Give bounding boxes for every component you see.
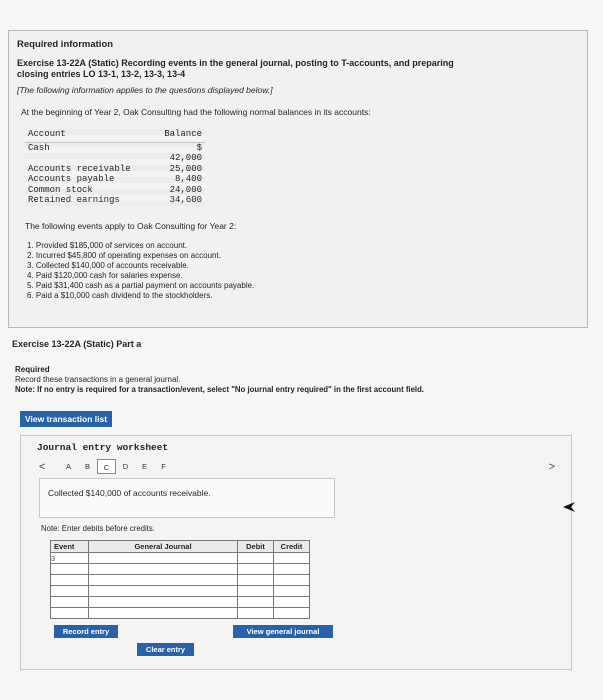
account-balances-table (25, 129, 205, 206)
clear-entry-button[interactable]: Clear entry (137, 643, 194, 656)
tab-c[interactable]: C (97, 459, 116, 474)
debit-input[interactable] (238, 564, 274, 575)
tab-e[interactable]: E (141, 462, 147, 471)
part-title: Exercise 13-22A (Static) Part a (12, 339, 142, 349)
account-select[interactable] (89, 575, 238, 586)
list-item: 3. Collected $140,000 of accounts receivable. (27, 261, 189, 270)
transaction-description-box (39, 478, 335, 518)
account-header: Account (25, 129, 153, 142)
list-item: 4. Paid $120,000 cash for salaries expense. (27, 271, 183, 280)
list-item: 5. Paid $31,400 cash as a partial payment on accounts payable. (27, 281, 255, 290)
debit-input[interactable] (238, 586, 274, 597)
table-row (25, 142, 205, 164)
account-select[interactable] (89, 586, 238, 597)
debit-column-header: Debit (238, 541, 274, 553)
info-note: [The following information applies to the questions displayed below.] (17, 85, 273, 95)
account-balance: 8,400 (174, 174, 202, 184)
table-row (51, 586, 310, 597)
list-item: 6. Paid a $10,000 cash dividend to the stockholders. (27, 291, 213, 300)
account-name: Cash (28, 142, 50, 153)
exercise-title: Exercise 13-22A (Static) Recording events in the general journal, posting to T-accounts, and preparing closing entries LO 13-1, 13-2, 13-3, 13-4 (17, 58, 454, 79)
info-title: Required information (17, 39, 114, 50)
chevron-left-icon[interactable]: < (39, 461, 46, 473)
tab-f[interactable]: F (161, 462, 166, 471)
credit-input[interactable] (274, 608, 310, 619)
list-item: 2. Incurred $45,800 of operating expenses on account. (27, 251, 221, 260)
record-entry-button[interactable]: Record entry (54, 625, 118, 638)
account-balance: 34,600 (169, 195, 202, 205)
account-name: Accounts payable (28, 174, 115, 184)
chevron-right-icon[interactable]: > (548, 461, 555, 473)
required-information-panel (8, 30, 588, 328)
debit-input[interactable] (238, 553, 274, 564)
debit-input[interactable] (238, 575, 274, 586)
account-name: Retained earnings (28, 195, 120, 205)
list-item: 1. Provided $185,000 of services on account. (27, 241, 188, 250)
required-text: Record these transactions in a general journal. (15, 375, 181, 384)
account-select[interactable] (89, 597, 238, 608)
table-row (51, 553, 310, 564)
events-intro: The following events apply to Oak Consulting for Year 2: (25, 221, 237, 231)
balances-intro: At the beginning of Year 2, Oak Consulting had the following normal balances in its accounts: (21, 107, 371, 117)
balance-header: Balance (153, 129, 205, 142)
debit-input[interactable] (238, 597, 274, 608)
debits-note: Note: Enter debits before credits. (41, 524, 155, 533)
journal-entry-table (50, 540, 310, 619)
account-select[interactable] (89, 553, 238, 564)
tab-a[interactable]: A (65, 462, 71, 471)
credit-input[interactable] (274, 597, 310, 608)
view-general-journal-button[interactable]: View general journal (233, 625, 333, 638)
tab-d[interactable]: D (122, 462, 129, 471)
account-name: Accounts receivable (28, 163, 131, 174)
journal-entry-worksheet (20, 435, 572, 670)
account-table-header (25, 129, 205, 142)
account-balance: 25,000 (169, 163, 202, 174)
account-balance: 42,000 (169, 153, 202, 163)
worksheet-title: Journal entry worksheet (37, 442, 169, 453)
transaction-description: Collected $140,000 of accounts receivable. (48, 488, 211, 498)
dollar-sign: $ (196, 142, 202, 153)
table-row (51, 597, 310, 608)
account-balance: 24,000 (169, 184, 202, 195)
required-label: Required (15, 365, 50, 374)
account-name: Common stock (28, 184, 93, 195)
table-row (25, 185, 205, 196)
account-select[interactable] (89, 564, 238, 575)
view-transaction-list-button[interactable]: View transaction list (20, 411, 112, 427)
table-row (25, 164, 205, 175)
credit-input[interactable] (274, 586, 310, 597)
required-note (15, 385, 424, 394)
journal-table-header (51, 541, 310, 553)
credit-column-header: Credit (274, 541, 310, 553)
table-row (25, 195, 205, 206)
debit-input[interactable] (238, 608, 274, 619)
tab-b[interactable]: B (84, 462, 90, 471)
credit-input[interactable] (274, 564, 310, 575)
credit-input[interactable] (274, 553, 310, 564)
table-row (51, 608, 310, 619)
event-tabs (59, 459, 173, 474)
event-column-header: Event (51, 541, 89, 553)
note-text: If no entry is required for a transaction/event, select "No journal entry required" in the first account field. (34, 385, 425, 394)
table-row (51, 575, 310, 586)
note-prefix: Note: (15, 385, 35, 394)
account-select[interactable] (89, 608, 238, 619)
general-journal-column-header: General Journal (89, 541, 238, 553)
mouse-cursor-icon (562, 500, 576, 514)
event-number: 3 (51, 553, 89, 564)
table-row (51, 564, 310, 575)
credit-input[interactable] (274, 575, 310, 586)
table-row (25, 174, 205, 185)
events-list (27, 241, 254, 301)
